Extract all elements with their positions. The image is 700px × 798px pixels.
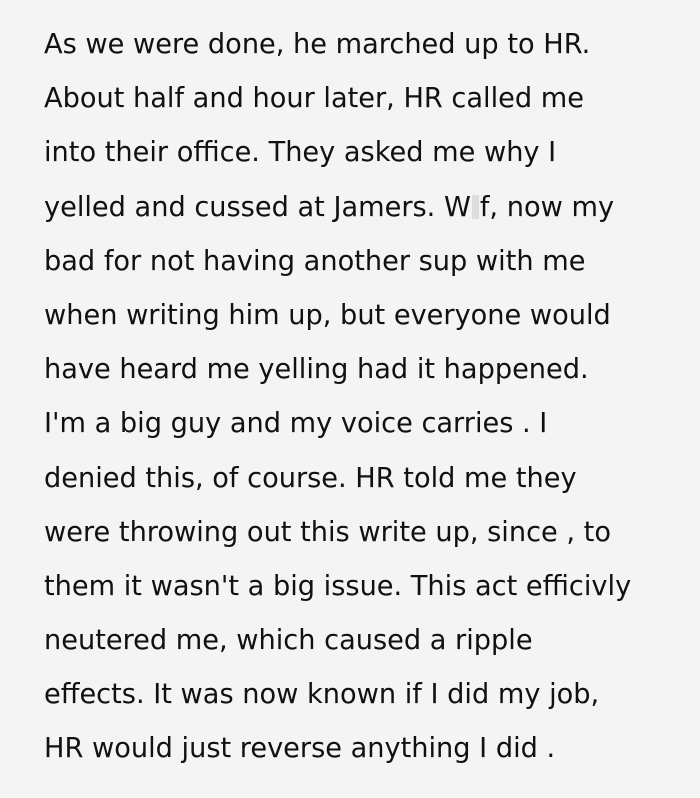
text-segment: W [443,191,471,223]
text-line: have heard me yelling had it happened. [44,354,589,386]
text-line: As we were done, he marched up to HR. [44,29,591,60]
text-line: neutered me, which caused a ripple [44,625,533,657]
text-line: into their office. They asked me why I [44,137,557,169]
text-line: when writing him up, but everyone would [44,299,611,331]
story-paragraph [44,18,694,777]
text-line: effects. It was now known if I did my job, [44,679,600,711]
text-line: were throwing out this write up, since , to [44,516,611,548]
text-line: About half and hour later, HR called me [44,83,584,115]
text-line: them it wasn't a big issue. This act efficivly [44,570,632,602]
text-segment: f, now my [479,191,615,223]
text-line: bad for not having another sup with me [44,245,586,277]
text-line: HR would just reverse anything I did . [44,733,556,765]
censor-block [472,195,479,219]
text-segment: yelled and cussed at Jamers. [44,191,436,223]
text-line: I'm a big guy and my voice carries . I [44,408,548,440]
text-line: denied this, of course. HR told me they [44,462,577,494]
text-line-with-censor [44,181,694,235]
